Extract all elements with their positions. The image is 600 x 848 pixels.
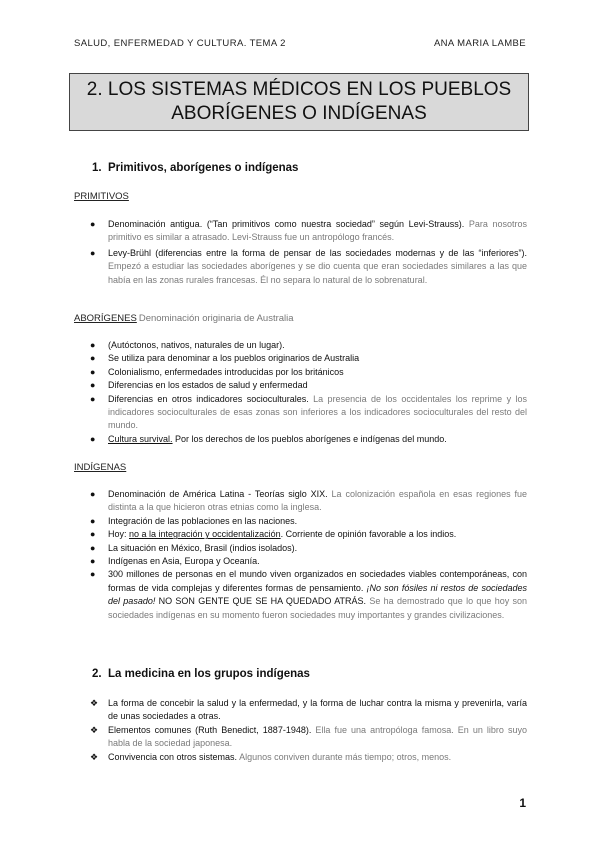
list-item: ❖ Elementos comunes (Ruth Benedict, 1887-1948). Ella fue una antropóloga famosa. En un libro suyo habla de la sociedad japonesa. xyxy=(90,724,527,749)
integracion-link[interactable]: no a la integración y occidentalización xyxy=(129,529,281,540)
section-2-number: 2. xyxy=(92,668,102,680)
title-box xyxy=(69,73,529,131)
medicina-list xyxy=(90,697,527,764)
indigenas-heading: INDÍGENAS xyxy=(74,462,127,473)
bullet-dot-icon: ● xyxy=(90,556,96,567)
list-item: ● Hoy: no a la integración y occidentalización. Corriente de opinión favorable a los indios. xyxy=(90,528,527,541)
list-item: ● Colonialismo, enfermedades introducidas por los británicos xyxy=(90,366,527,379)
aborigenes-list xyxy=(90,339,527,446)
bullet-dot-icon: ● xyxy=(90,515,96,526)
bullet-dot-icon: ● xyxy=(90,353,96,364)
bullet-dot-icon: ● xyxy=(90,380,96,391)
list-item: ● Denominación de América Latina - Teorías siglo XIX. La colonización española en esas regiones fue distinta a la que hicieron otras etnias como la inglesa. xyxy=(90,489,527,513)
bullet-dot-icon: ● xyxy=(90,366,96,377)
title-line-1: 2. LOS SISTEMAS MÉDICOS EN LOS PUEBLOS xyxy=(86,79,512,100)
bullet-dot-icon: ● xyxy=(90,542,96,553)
header-right: ANA MARIA LAMBE xyxy=(433,38,526,49)
section-2-title: La medicina en los grupos indígenas xyxy=(108,668,310,680)
bullet-dot-icon: ● xyxy=(90,247,96,258)
bullet-dot-icon: ● xyxy=(90,569,96,580)
section-1-heading xyxy=(92,162,298,174)
list-item: ● Levy-Brühl (diferencias entre la forma de pensar de las sociedades modernas y de las “inferiores”). Empezó a estudiar las sociedades aborígenes y se dio cuenta que eran sociedades similares a las que había en las zonas rurales francesas. Él no separa lo natural de lo sobrenatural. xyxy=(90,247,527,285)
list-item: ● Se utiliza para denominar a los pueblos originarios de Australia xyxy=(90,352,527,365)
list-item: ● Denominación antigua. (“Tan primitivos como nuestra sociedad” según Levi-Strauss). Para nosotros primitivo es similar a atrasado. Levi-Strauss fue un antropólogo francés. xyxy=(90,219,528,243)
list-item: ● 300 millones de personas en el mundo viven organizados en sociedades viables contemporáneas, con formas de vida complejas y diferentes formas de pensamiento. ¡No son fósiles ni restos de sociedades del pasado! NO SON GENTE QUE SE HA QUEDADO ATRÁS. Se ha demostrado que lo que hoy son sociedades indígenas en su momento fueron sociedades muy importantes y grandes civilizaciones. xyxy=(90,569,528,620)
page-number: 1 xyxy=(519,796,526,810)
bullet-dot-icon: ● xyxy=(90,393,96,404)
list-item: ● La situación en México, Brasil (indios isolados). xyxy=(90,542,527,555)
cultura-survival-link[interactable]: Cultura survival. xyxy=(108,433,173,444)
bullet-dot-icon: ● xyxy=(90,219,96,229)
bullet-dot-icon: ● xyxy=(90,433,96,444)
section-1-title: Primitivos, aborígenes o indígenas xyxy=(108,162,299,174)
primitivos-list xyxy=(90,218,527,287)
list-item: ● Diferencias en otros indicadores socioculturales. La presencia de los occidentales los reprime y los indicadores socioculturales de esas zonas son inferiores a los indicadores socioculturales del resto del mundo. xyxy=(90,393,527,431)
list-item: ● Integración de las poblaciones en las naciones. xyxy=(90,515,527,528)
section-1-number: 1. xyxy=(92,162,102,174)
list-item: ● Indígenas en Asia, Europa y Oceanía. xyxy=(90,555,527,568)
title-line-2: ABORÍGENES O INDÍGENAS xyxy=(171,103,427,124)
list-item: ❖ La forma de concebir la salud y la enfermedad, y la forma de luchar contra la misma y prevenirla, varía de unas sociedades a otras. xyxy=(90,698,527,722)
list-item: ❖ Convivencia con otros sistemas. Algunos conviven durante más tiempo; otros, menos. xyxy=(90,751,527,764)
indigenas-list xyxy=(90,488,527,622)
aborigenes-note: Denominación originaria de Australia xyxy=(138,313,294,324)
bullet-diamond-icon: ❖ xyxy=(90,724,99,735)
list-item: ● (Autóctonos, nativos, naturales de un lugar). xyxy=(90,339,527,352)
bullet-dot-icon: ● xyxy=(90,529,96,540)
list-item: ● Cultura survival. Por los derechos de los pueblos aborígenes e indígenas del mundo. xyxy=(90,433,527,446)
header-left: SALUD, ENFERMEDAD Y CULTURA. TEMA 2 xyxy=(74,38,286,49)
bullet-dot-icon: ● xyxy=(90,489,96,499)
primitivos-heading: PRIMITIVOS xyxy=(74,191,129,202)
bullet-diamond-icon: ❖ xyxy=(90,751,99,762)
list-item: ● Diferencias en los estados de salud y enfermedad xyxy=(90,379,527,392)
bullet-dot-icon: ● xyxy=(90,340,96,350)
bullet-diamond-icon: ❖ xyxy=(90,698,99,708)
aborigenes-heading: ABORÍGENES Denominación originaria de Australia xyxy=(74,313,294,324)
section-2-heading xyxy=(92,668,310,680)
